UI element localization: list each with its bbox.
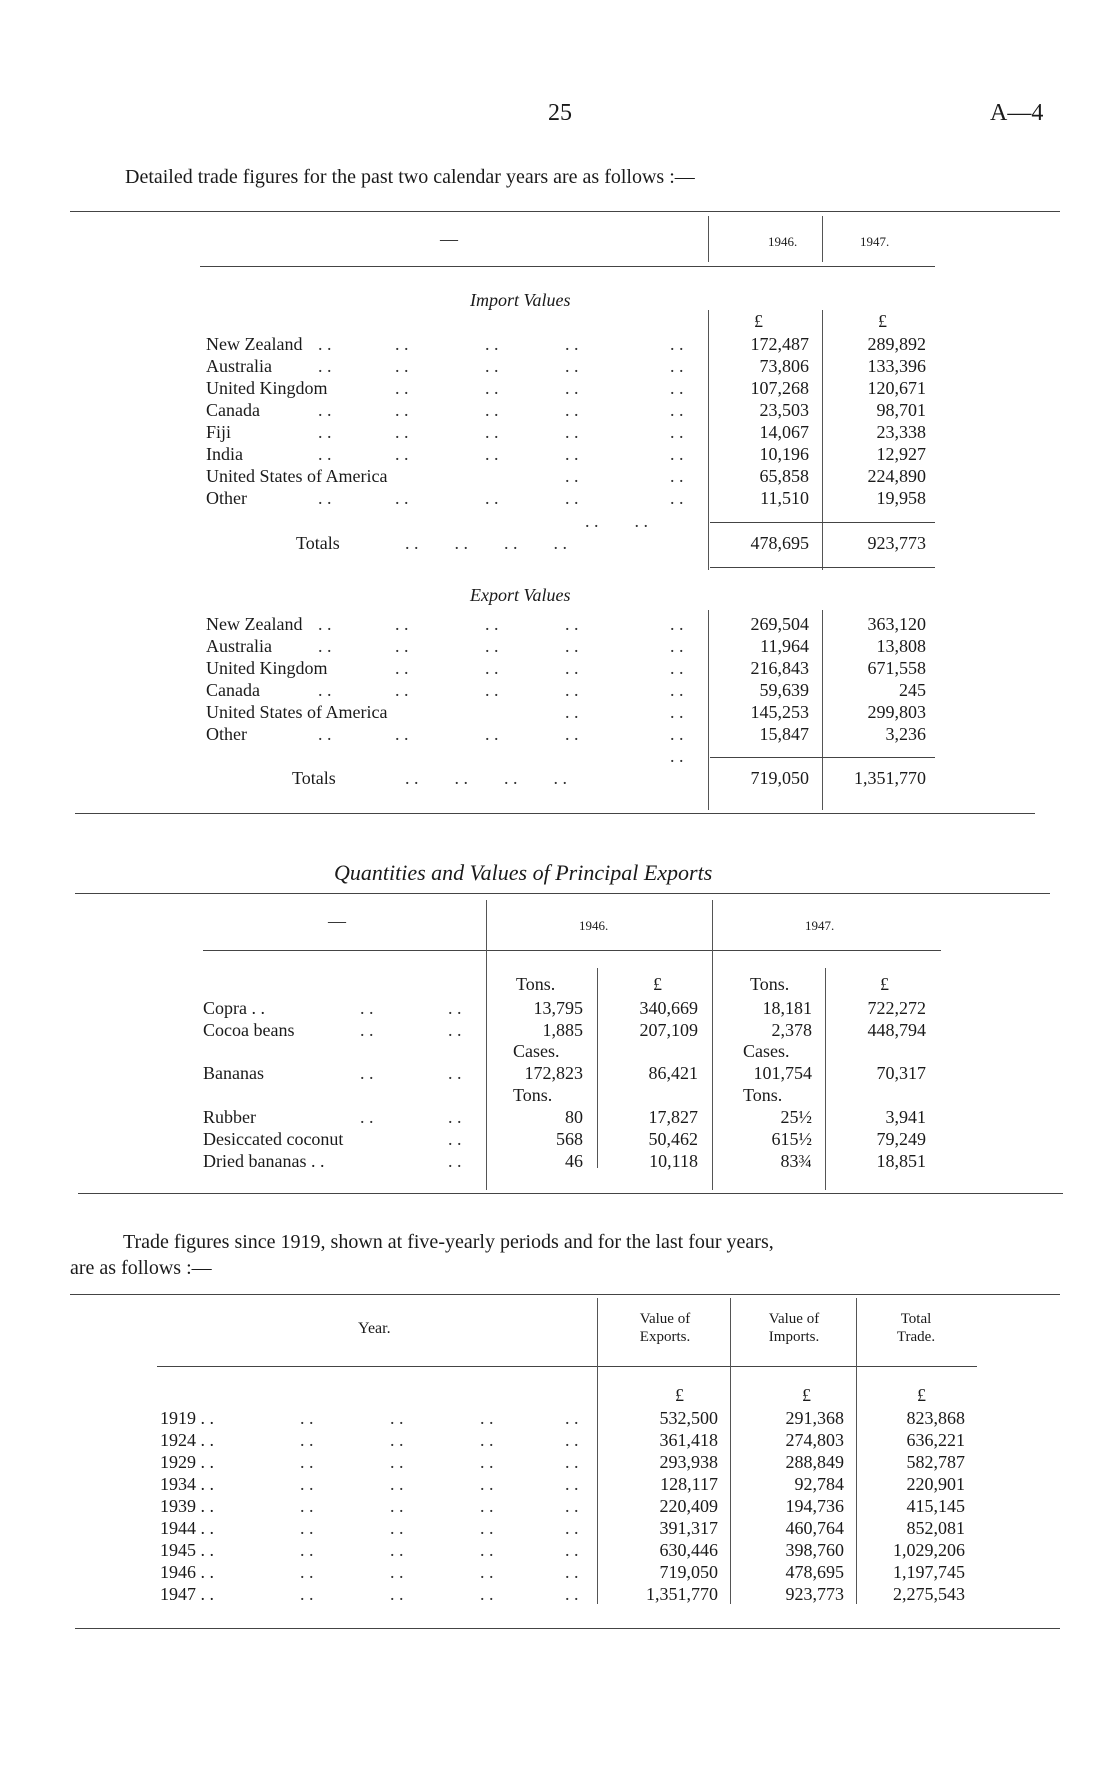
history-leader: . . [390, 1518, 404, 1538]
import-filler-dots: . . . . [585, 511, 648, 531]
import-row-leader: . . [395, 356, 409, 376]
import-row-leader: . . [395, 488, 409, 508]
history-leader: . . [565, 1452, 579, 1472]
import-row-leader: . . [670, 356, 684, 376]
export-item-qty-1947: 615½ [771, 1129, 812, 1149]
history-imports: 398,760 [785, 1540, 844, 1560]
document-reference: A—4 [990, 100, 1044, 126]
import-row-name: Canada [206, 400, 260, 420]
history-leader: . . [565, 1408, 579, 1428]
export-row-leader: . . [318, 614, 332, 634]
history-leader: . . [565, 1562, 579, 1582]
import-row-leader: . . [670, 400, 684, 420]
export-item-qty-1947: 18,181 [762, 998, 812, 1018]
history-total: 415,145 [906, 1496, 965, 1516]
history-leader: . . [480, 1540, 494, 1560]
export-item-qty-1946: 13,795 [533, 998, 583, 1018]
import-row-leader: . . [670, 488, 684, 508]
export-row-leader: . . [565, 614, 579, 634]
history-exports: 361,418 [659, 1430, 718, 1450]
history-exports: 220,409 [659, 1496, 718, 1516]
export-item-leader: . . [448, 1129, 462, 1149]
import-row-1946: 14,067 [759, 422, 809, 442]
export-item-value-1946: 86,421 [648, 1063, 698, 1083]
unit-pound-1947: £ [880, 974, 889, 994]
history-exports: 719,050 [659, 1562, 718, 1582]
export-row-leader: . . [318, 636, 332, 656]
export-item-value-1946: 17,827 [648, 1107, 698, 1127]
export-row-name: United Kingdom [206, 658, 328, 678]
export-row-1946: 269,504 [750, 614, 809, 634]
currency-1947: £ [878, 311, 887, 331]
export-item-qty-1946: 80 [565, 1107, 583, 1127]
export-row-leader: . . [670, 636, 684, 656]
export-row-name: Canada [206, 680, 260, 700]
history-leader: . . [480, 1474, 494, 1494]
export-total-1947: 1,351,770 [854, 768, 926, 788]
history-leader: . . [565, 1430, 579, 1450]
import-row-leader: . . [395, 400, 409, 420]
header-dash: — [440, 229, 458, 249]
import-row-leader: . . [565, 400, 579, 420]
export-row-name: Other [206, 724, 247, 744]
history-year: 1946 . . [160, 1562, 214, 1582]
table2-year-1947: 1947. [805, 918, 835, 933]
export-item-qty-1947: 25½ [780, 1107, 812, 1127]
import-row-name: United States of America [206, 466, 388, 486]
export-row-1946: 11,964 [760, 636, 809, 656]
import-row-1947: 19,958 [876, 488, 926, 508]
export-item-leader: . . [448, 998, 462, 1018]
export-item-name: Rubber [203, 1107, 256, 1127]
year-1946-header: 1946. [768, 234, 798, 249]
export-row-1947: 3,236 [885, 724, 926, 744]
history-imports: 92,784 [794, 1474, 844, 1494]
export-item-leader: . . [360, 998, 374, 1018]
import-row-leader: . . [485, 378, 499, 398]
history-year: 1924 . . [160, 1430, 214, 1450]
history-leader: . . [390, 1408, 404, 1428]
export-item-value-1946: 340,669 [639, 998, 698, 1018]
export-row-leader: . . [485, 658, 499, 678]
history-leader: . . [390, 1474, 404, 1494]
history-year: 1929 . . [160, 1452, 214, 1472]
history-exports: 391,317 [659, 1518, 718, 1538]
currency-1946: £ [754, 311, 763, 331]
export-row-leader: . . [485, 724, 499, 744]
export-totals-label: Totals [292, 768, 336, 788]
export-row-leader: . . [318, 724, 332, 744]
export-row-name: United States of America [206, 702, 388, 722]
unit-tons-1946: Tons. [516, 974, 556, 994]
export-item-value-1947: 448,794 [867, 1020, 926, 1040]
unit-tons-1947: Tons. [750, 974, 790, 994]
export-row-leader: . . [565, 636, 579, 656]
history-imports: 478,695 [785, 1562, 844, 1582]
import-row-leader: . . [395, 422, 409, 442]
import-row-1947: 133,396 [867, 356, 926, 376]
export-row-1947: 13,808 [876, 636, 926, 656]
import-row-1946: 65,858 [759, 466, 809, 486]
history-imports: 923,773 [785, 1584, 844, 1604]
import-row-1947: 98,701 [876, 400, 926, 420]
import-row-1947: 289,892 [867, 334, 926, 354]
history-leader: . . [480, 1430, 494, 1450]
import-total-1947: 923,773 [867, 533, 926, 553]
history-leader: . . [300, 1474, 314, 1494]
import-row-leader: . . [485, 488, 499, 508]
trade-paragraph-line2: are as follows :— [70, 1257, 212, 1279]
export-item-value-1947: 3,941 [885, 1107, 926, 1127]
export-item-leader: . . [360, 1020, 374, 1040]
history-leader: . . [300, 1518, 314, 1538]
history-year: 1944 . . [160, 1518, 214, 1538]
export-row-1947: 299,803 [867, 702, 926, 722]
history-exports: 128,117 [660, 1474, 718, 1494]
import-row-leader: . . [670, 422, 684, 442]
history-total: 1,197,745 [893, 1562, 965, 1582]
export-row-1947: 363,120 [867, 614, 926, 634]
import-values-title: Import Values [470, 290, 571, 310]
export-item-name: Copra . . [203, 998, 265, 1018]
import-row-leader: . . [670, 378, 684, 398]
export-item-qty-1947: 101,754 [753, 1063, 812, 1083]
export-item-value-1946: 50,462 [648, 1129, 698, 1149]
export-row-name: New Zealand [206, 614, 303, 634]
import-row-leader: . . [565, 466, 579, 486]
history-leader: . . [480, 1562, 494, 1582]
table2-header-dash: — [328, 911, 346, 931]
history-leader: . . [300, 1562, 314, 1582]
history-imports: 460,764 [785, 1518, 844, 1538]
history-year: 1945 . . [160, 1540, 214, 1560]
import-totals-label: Totals [296, 533, 340, 553]
import-row-name: India [206, 444, 243, 464]
export-item-name: Bananas [203, 1063, 264, 1083]
import-row-1946: 11,510 [760, 488, 809, 508]
cases-unit-1947: Cases. [743, 1041, 790, 1061]
export-item-name: Cocoa beans [203, 1020, 295, 1040]
export-item-value-1947: 79,249 [876, 1129, 926, 1149]
export-row-leader: . . [670, 614, 684, 634]
export-item-value-1946: 207,109 [639, 1020, 698, 1040]
export-item-qty-1947: 83¾ [780, 1151, 812, 1171]
import-row-leader: . . [318, 400, 332, 420]
history-total: 823,868 [906, 1408, 965, 1428]
export-item-leader: . . [360, 1107, 374, 1127]
export-item-leader: . . [448, 1020, 462, 1040]
history-leader: . . [565, 1474, 579, 1494]
currency-total: £ [917, 1385, 926, 1405]
import-row-1946: 10,196 [759, 444, 809, 464]
import-row-leader: . . [318, 334, 332, 354]
import-row-leader: . . [485, 422, 499, 442]
import-row-name: Australia [206, 356, 272, 376]
import-row-leader: . . [318, 444, 332, 464]
export-row-1946: 15,847 [759, 724, 809, 744]
history-leader: . . [390, 1496, 404, 1516]
import-row-leader: . . [565, 334, 579, 354]
import-row-leader: . . [395, 378, 409, 398]
export-row-leader: . . [395, 724, 409, 744]
export-item-qty-1947: 2,378 [771, 1020, 812, 1040]
import-row-leader: . . [485, 356, 499, 376]
import-row-leader: . . [318, 422, 332, 442]
export-filler-dots: . . [670, 746, 684, 766]
history-year: 1919 . . [160, 1408, 214, 1428]
export-row-1947: 671,558 [867, 658, 926, 678]
import-row-1947: 120,671 [867, 378, 926, 398]
import-row-leader: . . [565, 356, 579, 376]
import-row-1947: 12,927 [876, 444, 926, 464]
unit-pound-1946: £ [653, 974, 662, 994]
import-row-1947: 224,890 [867, 466, 926, 486]
export-item-qty-1946: 46 [565, 1151, 583, 1171]
export-item-value-1947: 70,317 [876, 1063, 926, 1083]
history-leader: . . [565, 1518, 579, 1538]
history-total: 852,081 [906, 1518, 965, 1538]
import-row-leader: . . [565, 488, 579, 508]
history-imports: 288,849 [785, 1452, 844, 1472]
history-leader: . . [480, 1584, 494, 1604]
history-year: 1947 . . [160, 1584, 214, 1604]
imports-header: Value of Imports. [768, 1311, 820, 1345]
export-row-leader: . . [670, 702, 684, 722]
year-1947-header: 1947. [860, 234, 890, 249]
export-row-1946: 59,639 [759, 680, 809, 700]
export-item-value-1946: 10,118 [649, 1151, 698, 1171]
currency-exports: £ [675, 1385, 684, 1405]
history-leader: . . [390, 1584, 404, 1604]
export-row-leader: . . [565, 658, 579, 678]
history-imports: 291,368 [785, 1408, 844, 1428]
export-row-leader: . . [565, 680, 579, 700]
history-leader: . . [480, 1518, 494, 1538]
export-item-name: Desiccated coconut [203, 1129, 344, 1149]
year-header: Year. [358, 1320, 391, 1337]
history-leader: . . [480, 1452, 494, 1472]
export-row-leader: . . [318, 680, 332, 700]
import-row-1946: 23,503 [759, 400, 809, 420]
import-row-leader: . . [318, 356, 332, 376]
history-leader: . . [300, 1452, 314, 1472]
cases-unit-1946: Cases. [513, 1041, 560, 1061]
export-row-leader: . . [485, 680, 499, 700]
export-row-leader: . . [395, 680, 409, 700]
trade-paragraph-line1: Trade figures since 1919, shown at five-yearly periods and for the last four years, [123, 1231, 774, 1253]
history-leader: . . [565, 1540, 579, 1560]
export-row-1947: 245 [899, 680, 926, 700]
import-totals-leader: . . . . . . . . [405, 533, 567, 553]
import-row-1946: 73,806 [759, 356, 809, 376]
import-row-leader: . . [670, 334, 684, 354]
history-leader: . . [390, 1430, 404, 1450]
export-item-value-1947: 722,272 [867, 998, 926, 1018]
history-imports: 194,736 [785, 1496, 844, 1516]
import-row-leader: . . [485, 400, 499, 420]
total-header: Total Trade. [896, 1311, 936, 1345]
import-row-name: United Kingdom [206, 378, 328, 398]
export-row-1946: 216,843 [750, 658, 809, 678]
export-item-qty-1946: 1,885 [542, 1020, 583, 1040]
history-exports: 532,500 [659, 1408, 718, 1428]
export-row-leader: . . [565, 702, 579, 722]
export-values-title: Export Values [470, 585, 571, 605]
import-row-leader: . . [485, 444, 499, 464]
import-row-leader: . . [565, 378, 579, 398]
history-leader: . . [300, 1540, 314, 1560]
history-leader: . . [300, 1496, 314, 1516]
history-year: 1934 . . [160, 1474, 214, 1494]
history-total: 2,275,543 [893, 1584, 965, 1604]
import-row-1946: 107,268 [750, 378, 809, 398]
tons-unit-1947: Tons. [743, 1085, 783, 1105]
history-leader: . . [390, 1540, 404, 1560]
import-row-leader: . . [318, 488, 332, 508]
import-row-leader: . . [485, 334, 499, 354]
export-item-leader: . . [448, 1151, 462, 1171]
history-imports: 274,803 [785, 1430, 844, 1450]
import-row-1946: 172,487 [750, 334, 809, 354]
tons-unit-1946: Tons. [513, 1085, 553, 1105]
history-leader: . . [480, 1496, 494, 1516]
import-row-leader: . . [395, 444, 409, 464]
export-row-leader: . . [485, 614, 499, 634]
intro-text: Detailed trade figures for the past two calendar years are as follows :— [125, 166, 695, 188]
import-row-name: Fiji [206, 422, 232, 442]
history-exports: 630,446 [659, 1540, 718, 1560]
history-total: 636,221 [906, 1430, 965, 1450]
export-row-leader: . . [565, 724, 579, 744]
history-exports: 1,351,770 [646, 1584, 718, 1604]
page-number: 25 [548, 100, 572, 126]
export-row-name: Australia [206, 636, 272, 656]
history-year: 1939 . . [160, 1496, 214, 1516]
export-item-name: Dried bananas . . [203, 1151, 325, 1171]
history-leader: . . [300, 1430, 314, 1450]
history-leader: . . [390, 1562, 404, 1582]
export-item-value-1947: 18,851 [876, 1151, 926, 1171]
export-row-leader: . . [395, 636, 409, 656]
history-total: 1,029,206 [893, 1540, 965, 1560]
export-item-leader: . . [448, 1063, 462, 1083]
history-leader: . . [565, 1584, 579, 1604]
export-total-1946: 719,050 [750, 768, 809, 788]
import-row-leader: . . [670, 466, 684, 486]
currency-imports: £ [802, 1385, 811, 1405]
history-leader: . . [390, 1452, 404, 1472]
history-total: 582,787 [906, 1452, 965, 1472]
export-item-leader: . . [448, 1107, 462, 1127]
export-row-leader: . . [670, 724, 684, 744]
history-leader: . . [480, 1408, 494, 1428]
history-leader: . . [300, 1408, 314, 1428]
import-row-leader: . . [395, 334, 409, 354]
history-exports: 293,938 [659, 1452, 718, 1472]
export-item-qty-1946: 568 [556, 1129, 583, 1149]
import-total-1946: 478,695 [750, 533, 809, 553]
export-row-1946: 145,253 [750, 702, 809, 722]
export-row-leader: . . [395, 658, 409, 678]
import-row-name: New Zealand [206, 334, 303, 354]
export-item-leader: . . [360, 1063, 374, 1083]
export-item-qty-1946: 172,823 [524, 1063, 583, 1083]
import-row-leader: . . [565, 444, 579, 464]
import-row-name: Other [206, 488, 247, 508]
import-row-leader: . . [565, 422, 579, 442]
import-row-leader: . . [670, 444, 684, 464]
import-row-1947: 23,338 [876, 422, 926, 442]
export-row-leader: . . [670, 658, 684, 678]
table2-year-1946: 1946. [579, 918, 609, 933]
history-leader: . . [565, 1496, 579, 1516]
export-row-leader: . . [395, 614, 409, 634]
export-totals-leader: . . . . . . . . [405, 768, 567, 788]
export-row-leader: . . [485, 636, 499, 656]
exports-header: Value of Exports. [639, 1311, 691, 1345]
export-row-leader: . . [670, 680, 684, 700]
principal-exports-title: Quantities and Values of Principal Exports [334, 860, 713, 885]
history-total: 220,901 [906, 1474, 965, 1494]
history-leader: . . [300, 1584, 314, 1604]
